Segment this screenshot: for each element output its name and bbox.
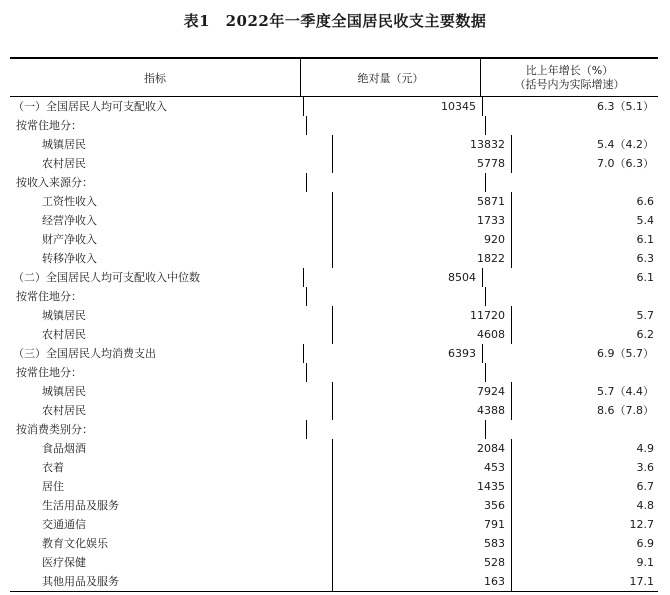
header-growth-line2: （括号内为实际增速）: [514, 77, 625, 91]
table-row: [10, 249, 658, 268]
row-indicator: 城镇居民: [42, 138, 86, 151]
row-absolute-value: 1435: [332, 477, 511, 496]
row-indicator: （二）全国居民人均可支配收入中位数: [13, 271, 200, 284]
row-growth-value: 3.6: [511, 458, 658, 477]
row-absolute-value: 1733: [332, 211, 511, 230]
row-indicator: 生活用品及服务: [42, 499, 119, 512]
table-row: [10, 116, 658, 135]
row-absolute-value: [306, 363, 485, 382]
row-absolute-value: 528: [332, 553, 511, 572]
row-absolute-value: 583: [332, 534, 511, 553]
row-indicator: 农村居民: [42, 404, 86, 417]
table-row: [10, 211, 658, 230]
row-indicator: （三）全国居民人均消费支出: [13, 347, 156, 360]
table-row: [10, 439, 658, 458]
table-row: [10, 344, 658, 363]
row-growth-value: 5.4（4.2）: [511, 135, 658, 154]
table-header: [10, 59, 658, 97]
row-indicator: 农村居民: [42, 328, 86, 341]
row-growth-value: [485, 173, 658, 192]
row-indicator: 食品烟酒: [42, 442, 86, 455]
table-row: [10, 325, 658, 344]
row-growth-value: [485, 420, 658, 439]
table-row: [10, 553, 658, 572]
row-indicator: 居住: [42, 480, 64, 493]
row-indicator: 衣着: [42, 461, 64, 474]
row-absolute-value: 791: [332, 515, 511, 534]
row-growth-value: 9.1: [511, 553, 658, 572]
row-indicator: 农村居民: [42, 157, 86, 170]
row-growth-value: 6.3（5.1）: [482, 97, 658, 116]
row-indicator: 按常住地分：: [16, 290, 82, 303]
table-row: [10, 154, 658, 173]
row-absolute-value: 10345: [303, 97, 482, 116]
row-absolute-value: [306, 420, 485, 439]
row-growth-value: 7.0（6.3）: [511, 154, 658, 173]
row-absolute-value: 5871: [332, 192, 511, 211]
header-indicator: 指标: [144, 71, 166, 85]
table-row: [10, 192, 658, 211]
row-indicator: 转移净收入: [42, 252, 97, 265]
row-growth-value: 6.9（5.7）: [482, 344, 658, 363]
row-growth-value: 5.7（4.4）: [511, 382, 658, 401]
row-growth-value: 6.6: [511, 192, 658, 211]
table-row: [10, 230, 658, 249]
row-absolute-value: 6393: [303, 344, 482, 363]
row-absolute-value: [306, 116, 485, 135]
table-body: [10, 97, 658, 591]
row-absolute-value: 1822: [332, 249, 511, 268]
row-indicator: 工资性收入: [42, 195, 97, 208]
row-indicator: 财产净收入: [42, 233, 97, 246]
header-growth: [480, 59, 658, 96]
row-indicator: 按收入来源分：: [16, 176, 93, 189]
header-absolute: 绝对量（元）: [300, 59, 480, 96]
row-absolute-value: 163: [332, 572, 511, 591]
row-growth-value: 6.3: [511, 249, 658, 268]
table-row: [10, 515, 658, 534]
row-indicator: 按消费类别分：: [16, 423, 93, 436]
table-row: [10, 173, 658, 192]
table-row: [10, 572, 658, 591]
row-absolute-value: 4608: [332, 325, 511, 344]
row-absolute-value: 920: [332, 230, 511, 249]
row-absolute-value: 8504: [303, 268, 482, 287]
row-absolute-value: [306, 287, 485, 306]
row-growth-value: [485, 116, 658, 135]
table-row: [10, 534, 658, 553]
row-growth-value: 6.1: [482, 268, 658, 287]
row-growth-value: 6.9: [511, 534, 658, 553]
row-indicator: 按常住地分：: [16, 119, 82, 132]
row-indicator: （一）全国居民人均可支配收入: [13, 100, 167, 113]
table-title: 表1 2022年一季度全国居民收支主要数据: [183, 12, 487, 30]
row-absolute-value: 356: [332, 496, 511, 515]
row-indicator: 医疗保健: [42, 556, 86, 569]
row-growth-value: 5.4: [511, 211, 658, 230]
table-row: [10, 382, 658, 401]
data-table: [10, 57, 658, 592]
row-indicator: 交通通信: [42, 518, 86, 531]
row-indicator: 按常住地分：: [16, 366, 82, 379]
table-row: [10, 458, 658, 477]
row-growth-value: 4.8: [511, 496, 658, 515]
row-absolute-value: [306, 173, 485, 192]
row-absolute-value: 5778: [332, 154, 511, 173]
table-row: [10, 496, 658, 515]
row-absolute-value: 11720: [332, 306, 511, 325]
row-growth-value: 12.7: [511, 515, 658, 534]
row-growth-value: 6.2: [511, 325, 658, 344]
table-row: [10, 401, 658, 420]
header-growth-line1: 比上年增长（%）: [525, 63, 614, 77]
table-row: [10, 268, 658, 287]
row-growth-value: 6.7: [511, 477, 658, 496]
row-growth-value: 17.1: [511, 572, 658, 591]
row-absolute-value: 453: [332, 458, 511, 477]
row-absolute-value: 13832: [332, 135, 511, 154]
row-absolute-value: 4388: [332, 401, 511, 420]
table-row: [10, 287, 658, 306]
table-row: [10, 477, 658, 496]
row-indicator: 其他用品及服务: [42, 575, 119, 588]
table-row: [10, 420, 658, 439]
row-growth-value: 5.7: [511, 306, 658, 325]
table-row: [10, 97, 658, 116]
table-row: [10, 306, 658, 325]
row-growth-value: [485, 287, 658, 306]
row-absolute-value: 7924: [332, 382, 511, 401]
row-absolute-value: 2084: [332, 439, 511, 458]
row-growth-value: 6.1: [511, 230, 658, 249]
row-indicator: 城镇居民: [42, 309, 86, 322]
row-growth-value: [485, 363, 658, 382]
row-indicator: 教育文化娱乐: [42, 537, 108, 550]
row-indicator: 经营净收入: [42, 214, 97, 227]
row-growth-value: 8.6（7.8）: [511, 401, 658, 420]
row-growth-value: 4.9: [511, 439, 658, 458]
table-row: [10, 363, 658, 382]
table-row: [10, 135, 658, 154]
row-indicator: 城镇居民: [42, 385, 86, 398]
